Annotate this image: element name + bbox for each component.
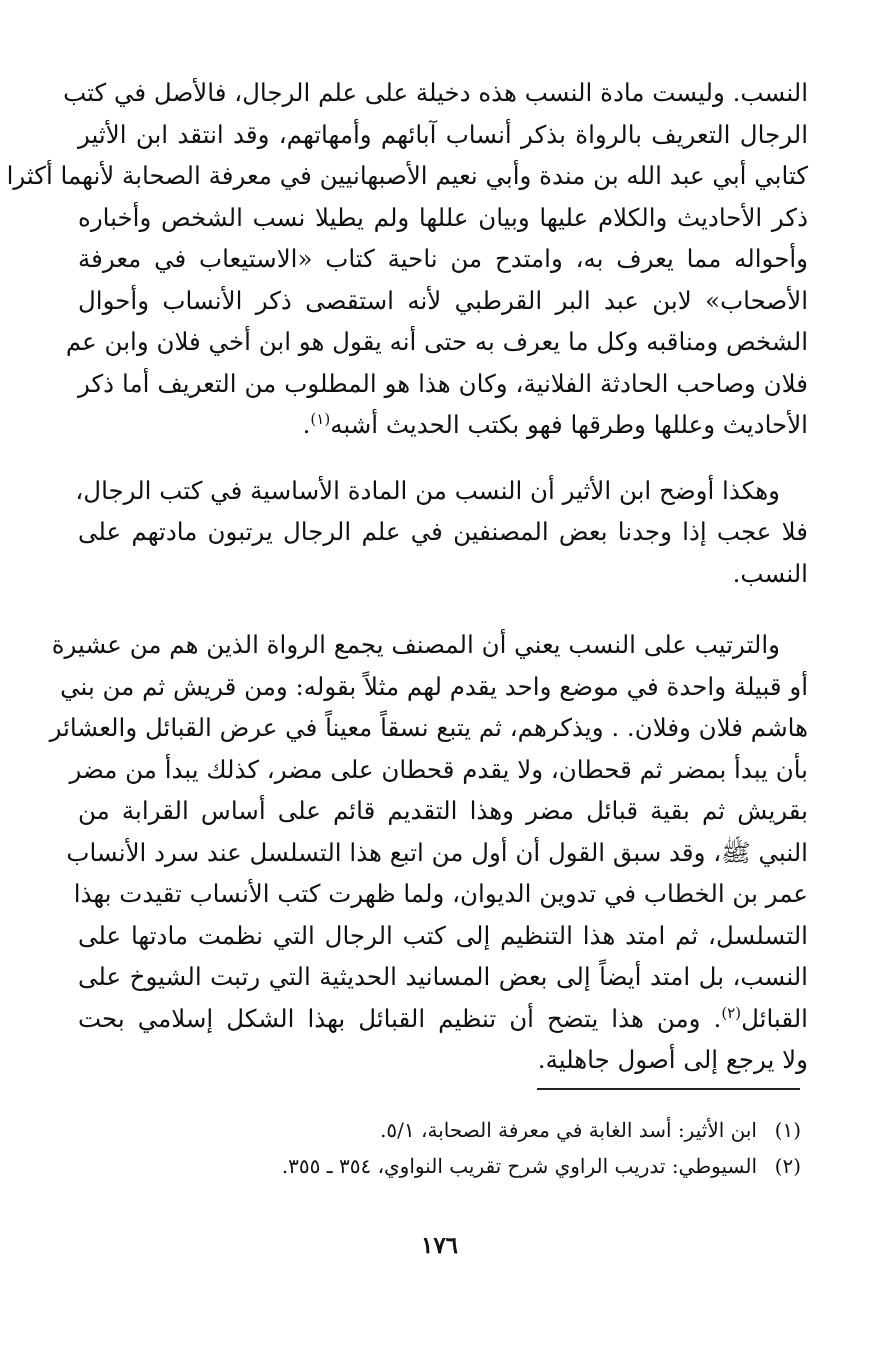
footnote-2 [181, 1148, 801, 1184]
paragraph-line: النسب، بل امتد أيضاً إلى بعض المسانيد الحديثية التي رتبت الشيوخ على [78, 962, 808, 991]
footnote-ref-2: (٢) [721, 1003, 742, 1022]
paragraph-line [78, 998, 808, 1040]
footnote-text: السيوطي: تدريب الراوي شرح تقريب النواوي، ٣٥٤ ـ ٣٥٥. [281, 1154, 757, 1178]
paragraph-line: ذكر الأحاديث والكلام عليها وبيان عللها ولم يطيلا نسب الشخص وأخباره [78, 202, 808, 232]
footnote-1 [181, 1112, 801, 1148]
paragraph-line: والترتيب على النسب يعني أن المصنف يجمع الرواة الذين هم من عشيرة [51, 630, 780, 659]
paragraph-line: التسلسل، ثم امتد هذا التنظيم إلى كتب الرجال التي نظمت مادتها على [78, 920, 808, 950]
paragraph-1 [6, 72, 808, 446]
paragraph-line: فلان وصاحب الحادثة الفلانية، وكان هذا هو المطلوب من التعريف أما ذكر [78, 368, 808, 398]
footnotes [181, 1112, 801, 1184]
line-text: القبائل [741, 1003, 808, 1033]
paragraph-line [78, 404, 808, 446]
paragraph-line: هاشم فلان وفلان. . ويذكرهم، ثم يتبع نسقاً معيناً في عرض القبائل والعشائر [49, 713, 808, 742]
paragraph-line: النسب. [732, 558, 808, 588]
line-end: . [302, 410, 311, 439]
line-text: الأحاديث وعللها وطرقها فهو بكتب الحديث أشبه [330, 410, 808, 439]
paragraph-2 [75, 470, 808, 595]
paragraph-line: عمر بن الخطاب في تدوين الديوان، ولما ظهرت كتب الأنساب تقيدت بهذا [73, 879, 808, 908]
paragraph-line: ولا يرجع إلى أصول جاهلية. [537, 1045, 808, 1074]
paragraph-line: وهكذا أوضح ابن الأثير أن النسب من المادة الأساسية في كتب الرجال، [75, 475, 780, 505]
paragraph-line: الرجال التعريف بالرواة بذكر أنساب آبائهم وأمهاتهم، وقد انتقد ابن الأثير [78, 119, 808, 149]
paragraph-line: الأصحاب» لابن عبد البر القرطبي لأنه استقصى ذكر الأنساب وأحوال [78, 285, 808, 315]
footnote-number: (٢) [774, 1154, 801, 1178]
paragraph-line: النسب. وليست مادة النسب هذه دخيلة على علم الرجال، فالأصل في كتب [63, 78, 808, 107]
paragraph-line: بأن يبدأ بمضر ثم قحطان، ولا يقدم قحطان على مضر، كذلك يبدأ من مضر [69, 754, 808, 784]
paragraph-line: وأحواله مما يعرف به، وامتدح من ناحية كتاب «الاستيعاب في معرفة [78, 244, 808, 273]
paragraph-line: فلا عجب إذا وجدنا بعض المصنفين في علم الرجال يرتبون مادتهم على [78, 517, 808, 546]
footnote-text: ابن الأثير: أسد الغابة في معرفة الصحابة، ٥/١. [380, 1118, 757, 1142]
paragraph-line: بقريش ثم بقية قبائل مضر وهذا التقديم قائم على أساس القرابة من [78, 796, 808, 825]
paragraph-line: كتابي أبي عبد الله بن مندة وأبي نعيم الأصبهانيين في معرفة الصحابة لأنهما أكثرا [6, 161, 808, 190]
paragraph-line: الشخص ومناقبه وكل ما يعرف به حتى أنه يقول هو ابن أخي فلان وابن عم [65, 327, 808, 356]
paragraph-line: النبي ﷺ، وقد سبق القول أن أول من اتبع هذا التسلسل عند سرد الأنساب [66, 837, 808, 867]
paragraph-line: أو قبيلة واحدة في موضع واحد يقدم لهم مثلاً بقوله: ومن قريش ثم من بني [60, 671, 808, 701]
footnote-number: (١) [774, 1118, 801, 1142]
line-text: . ومن هذا يتضح أن تنظيم القبائل بهذا الشكل إسلامي بحت [78, 1003, 722, 1033]
paragraph-3 [49, 624, 808, 1081]
page-body [6, 72, 808, 1081]
footnote-ref-1: (١) [310, 409, 331, 428]
page-number: ١٧٦ [420, 1232, 459, 1259]
footnote-divider [537, 1088, 800, 1090]
